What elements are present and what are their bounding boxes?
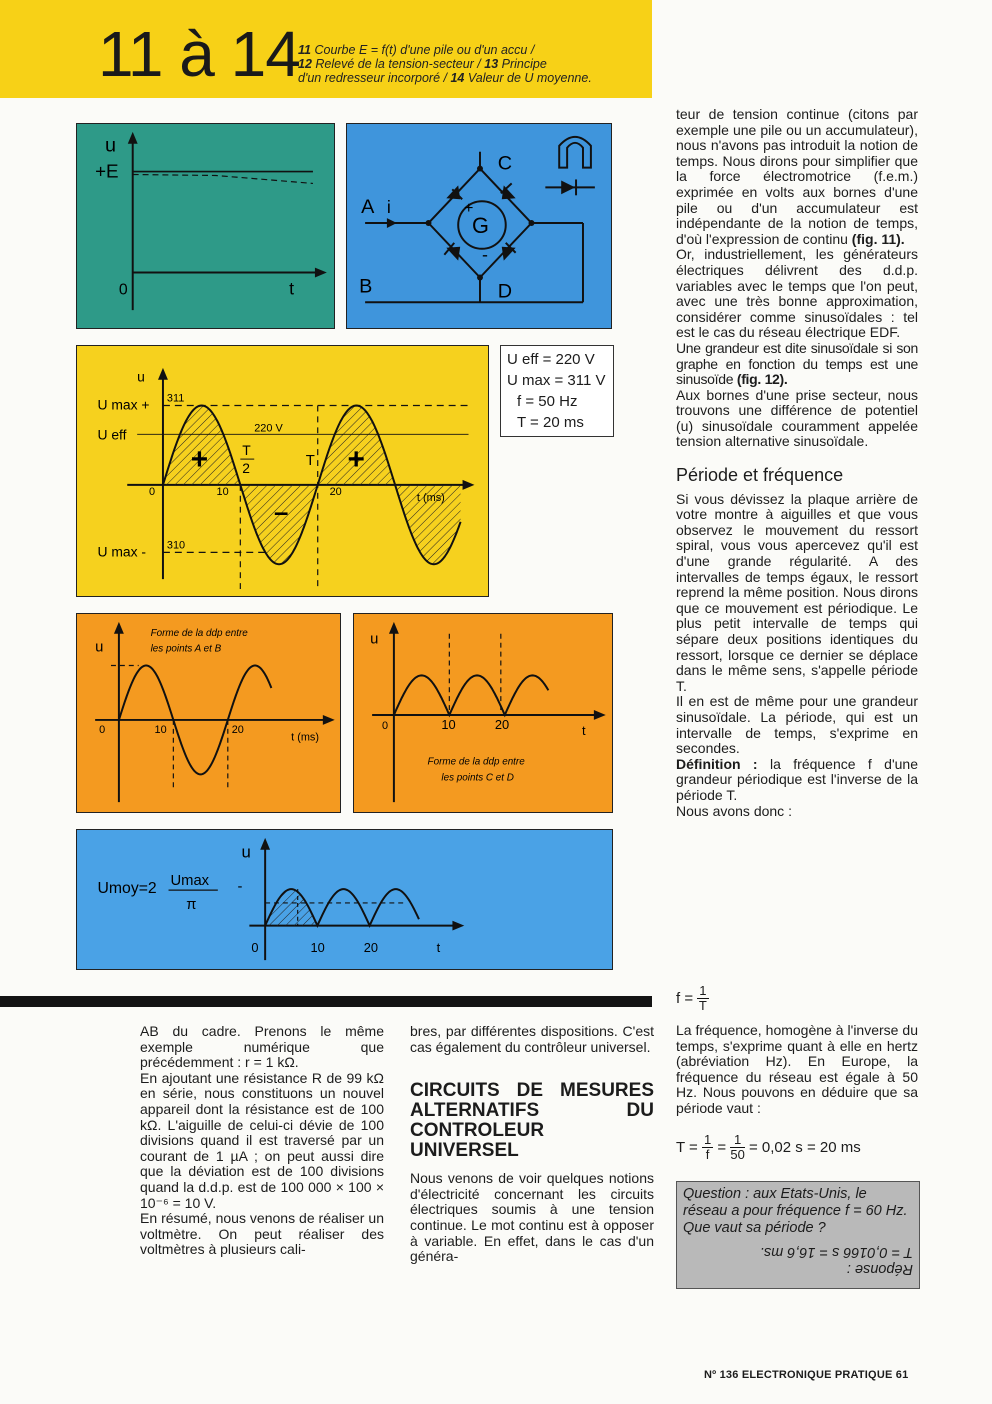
fig-ab-origin: 0: [99, 723, 106, 736]
fig12-plus-1: +: [190, 443, 209, 477]
fig12-half-den: 2: [242, 459, 251, 476]
fig14-xlabel: t: [436, 940, 441, 956]
fig-ab-tick10: 10: [154, 723, 167, 736]
figure-11: [76, 123, 335, 329]
fig14-tick10: 10: [310, 940, 325, 956]
figure-cd-waveform: [353, 613, 613, 813]
point-c-label: C: [497, 152, 513, 175]
fig12-plus-2: +: [347, 443, 365, 477]
fig12-ylabel: u: [137, 368, 145, 385]
bottom-middle-column: [410, 1024, 654, 1265]
meter-plus: +: [464, 200, 474, 218]
fig12-umax-minus: U max -: [97, 543, 147, 560]
fig14-formula-num: Umax: [170, 873, 210, 890]
figure-12: [76, 345, 489, 597]
figure-14: [76, 829, 613, 970]
point-b-label: B: [359, 275, 373, 298]
answer-label: Réponse :: [846, 1261, 913, 1277]
fig-cd-origin: 0: [382, 719, 389, 732]
fig12-tick20: 20: [329, 485, 342, 498]
question-box: [676, 1181, 920, 1289]
paragraph-2: Or, industriellement, les générateurs électriques délivrent des d.d.p. variables avec le temps que l'on peut, avec une très bonne approximation, considérer comme sinusoïdales : tel est le cas du réseau électrique EDF.: [676, 246, 918, 341]
fig-ab-xlabel: t (ms): [291, 731, 319, 744]
values-box: [500, 345, 614, 437]
paragraph-1: teur de tension continue (citons par exemple une pile ou un accumulateur), nous n'avons pas introduit la notion de temps. Nous dirons pour simplifier que la force électromotrice (f.e.m.) exprimée en volts aux bornes d'une pile ou d'un accumulateur est indépendante de la notion de temps, d'où l'expression de continu (fig. 11).: [676, 106, 918, 247]
bottom-left-p1: AB du cadre. Prenons le même exemple numérique que précédemment : r = 1 kΩ.: [140, 1023, 384, 1071]
figure-13: [346, 123, 612, 329]
fig-ab-tick20: 20: [231, 723, 244, 736]
question-text: Question : aux Etats-Unis, le réseau a pour fréquence f = 60 Hz. Que vaut sa période ?: [683, 1186, 908, 1236]
bottom-left-p3: En résumé, nous venons de réaliser un voltmètre. On peut réaliser des voltmètres à plusieurs cali-: [140, 1210, 384, 1258]
fig-cd-tick20: 20: [494, 716, 510, 732]
value-frequency: f = 50 Hz: [517, 393, 578, 410]
separator-rule: [0, 996, 652, 1007]
answer-inverted: [683, 1243, 913, 1277]
fig11-ylabel: u: [104, 134, 117, 157]
fig14-dash: -: [237, 879, 243, 896]
point-d-label: D: [497, 280, 513, 303]
fig12-minus: –: [274, 498, 289, 527]
meter-minus: -: [481, 244, 488, 265]
fig14-ylabel: u: [241, 842, 251, 862]
section-heading-circuits: CIRCUITS DE MESURES ALTERNATIFS DU CONTROLEUR UNIVERSEL: [410, 1080, 654, 1162]
paragraph-definition: Définition : la fréquence f d'une grandeur périodique est l'inverse de la période T.: [676, 755, 918, 803]
fig12-tick10: 10: [216, 485, 229, 498]
current-label: i: [386, 197, 391, 218]
section-heading-periode: Période et fréquence: [676, 465, 844, 486]
fig14-origin: 0: [251, 940, 259, 956]
bottom-left-column: [140, 1024, 384, 1258]
fig11-origin: 0: [118, 281, 128, 299]
bottom-mid-p2: Nous venons de voir quelques notions d'électricité concernant les circuits électriques soumis à une tension continue. Le mot continu est à opposer à variable. En effet, dans le cas d'un généra-: [410, 1170, 654, 1265]
fig-cd-ylabel: u: [370, 631, 379, 648]
paragraph-8: La fréquence, homogène à l'inverse du temps, s'exprime quant à elle en hertz (abréviation Hz). En Europe, la fréquence du réseau est égale à 50 Hz. Nous pouvons en déduire que sa période vaut :: [676, 1022, 918, 1116]
fig-cd-xlabel: t: [582, 722, 586, 738]
fig-ab-ylabel: u: [95, 639, 104, 656]
fig12-umax-plus: U max +: [97, 396, 150, 413]
fig12-xlabel: t (ms): [416, 491, 445, 504]
paragraph-3: Une grandeur est dite sinusoïdale si son graphe en fonction du temps est une sinusoïde (fig. 12).: [676, 339, 918, 388]
paragraph-7: Nous avons donc :: [676, 802, 792, 819]
bottom-left-p2: En ajoutant une résistance R de 99 kΩ en série, nous constituons un nouvel appareil dont la résistance est de 100 kΩ. L'aiguille de celui-ci dévie de 100 divisions quand il est traversé par un courant de 1 µA ; on peut aussi dire que la déviation est de 100 divisions quand la d.d.p. est de 100 000 × 100 × 10⁻⁶ = 10 V.: [140, 1069, 384, 1211]
fig12-half-num: T: [242, 442, 251, 459]
fig-cd-caption-2: les points C et D: [441, 772, 514, 784]
fig11-xlabel: t: [289, 278, 295, 299]
figure-range-title: 11 à 14: [98, 18, 300, 90]
fig12-peak-neg: 310: [166, 539, 186, 552]
fig-cd-tick10: 10: [441, 716, 456, 732]
page-footer: Nº 136 ELECTRONIQUE PRATIQUE 61: [704, 1369, 909, 1381]
fig12-ueff: U eff: [97, 426, 127, 443]
figure-ab-waveform: [76, 613, 341, 813]
value-period: T = 20 ms: [517, 414, 584, 431]
fig-cd-caption-1: Forme de la ddp entre: [427, 756, 525, 768]
fig-ab-caption-2: les points A et B: [150, 643, 222, 655]
fig14-formula-left: Umoy=2: [97, 880, 157, 898]
figure-captions: 11 Courbe E = f(t) d'une pile ou d'un accu / 12 Relevé de la tension-secteur / 13 Principe d'un redresseur incorporé / 14 Valeur de U moyenne.: [298, 43, 592, 85]
fig11-level-label: +E: [95, 160, 119, 182]
fig12-period: T: [305, 453, 315, 470]
answer-value: T = 0,0166 s = 16,6 ms.: [759, 1244, 913, 1260]
point-a-label: A: [361, 196, 375, 219]
fig12-origin: 0: [149, 485, 156, 498]
fig14-tick20: 20: [363, 940, 378, 956]
fig-ab-caption-1: Forme de la ddp entre: [150, 627, 248, 639]
fig12-eff-value: 220 V: [254, 422, 283, 435]
value-umax: U max = 311 V: [507, 372, 606, 389]
formula-period: T = $\frac{1}{f}$ = $\frac{1}{50}$ = 0,02 s = 20 ms: [676, 1132, 861, 1162]
paragraph-5: Si vous dévissez la plaque arrière de votre montre à aiguilles et que vous observez le mouvement du ressort spiral, vous vous apercevez qu'il est d'une grande régularité. A des intervalles de temps égaux, le ressort reprend la même position. Nous dirons que ce mouvement est périodique. Le plus petit intervalle de temps qui sépare deux positions identiques du ressort, lorsque ce dernier se déplace dans le même sens, s'appelle période T.: [676, 490, 918, 694]
value-ueff: U eff = 220 V: [507, 351, 595, 368]
fig14-formula-den: π: [186, 896, 197, 913]
fig12-peak-pos: 311: [166, 392, 185, 405]
paragraph-6: Il en est de même pour une grandeur sinusoïdale. La période, qui est un intervalle de temps, s'exprime en secondes.: [676, 693, 918, 757]
bottom-mid-p1: bres, par différentes dispositions. C'est cas également du contrôleur universel.: [410, 1023, 654, 1055]
paragraph-4: Aux bornes d'une prise secteur, nous trouvons une différence de potentiel (u) sinusoïdale couramment appelée tension alternative sinusoïdale.: [676, 386, 918, 450]
formula-frequency: f = $\frac{1}{T}$: [676, 983, 707, 1013]
right-column-text: [676, 107, 918, 819]
meter-label: G: [472, 212, 490, 238]
